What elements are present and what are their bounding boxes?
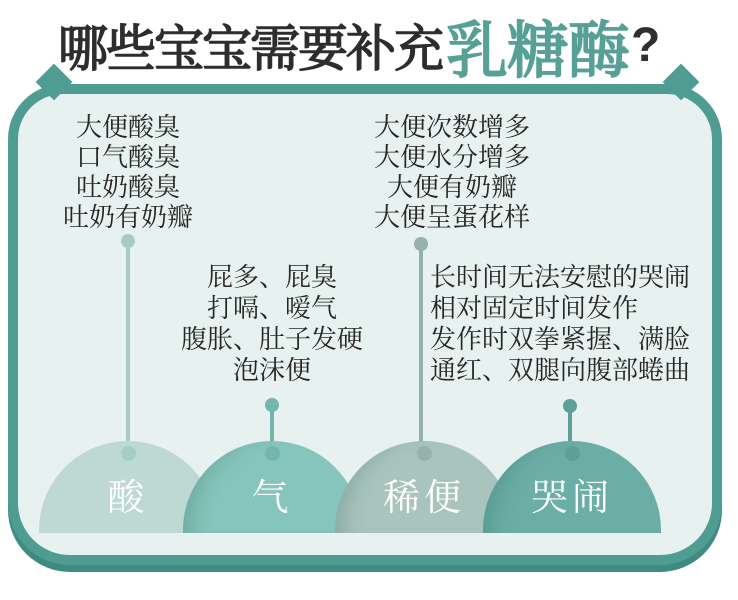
- title-highlight: 乳糖酶: [446, 16, 630, 86]
- symptom-line: 大便酸臭: [75, 112, 180, 142]
- category-label: 稀便: [383, 477, 465, 518]
- symptom-line: 吐奶酸臭: [75, 172, 180, 202]
- symptom-line: 通红、双腿向腹部蜷曲: [430, 355, 691, 385]
- category-label: 酸: [107, 477, 149, 518]
- dome-top-dot: [417, 446, 432, 461]
- dome-top-dot: [565, 446, 580, 461]
- title-question-mark: ?: [631, 18, 661, 72]
- symptom-line: 大便水分增多: [373, 142, 530, 172]
- symptom-line: 大便有奶瓣: [386, 172, 517, 202]
- page-title: [58, 12, 661, 86]
- symptom-line: 口气酸臭: [75, 142, 180, 172]
- symptom-line: 大便呈蛋花样: [373, 202, 530, 232]
- symptom-line: 吐奶有奶瓣: [62, 202, 193, 232]
- symptom-line: 大便次数增多: [373, 112, 530, 142]
- symptom-line: 发作时双拳紧握、满脸: [430, 324, 691, 354]
- symptom-line: 相对固定时间发作: [430, 293, 639, 323]
- connector-line: [419, 244, 423, 454]
- symptom-line: 腹胀、肚子发硬: [180, 324, 363, 354]
- category-label: 哭闹: [531, 477, 613, 518]
- title-text: 哪些宝宝需要补充: [58, 21, 442, 77]
- symptom-list-gas: [160, 262, 384, 386]
- dome-top-dot: [265, 446, 280, 461]
- symptom-list-sour: [28, 112, 228, 232]
- symptom-list-crying: [430, 262, 715, 386]
- category-label: 气: [251, 477, 293, 518]
- symptom-line: 泡沫便: [232, 355, 311, 385]
- symptom-line: 打嗝、嗳气: [206, 293, 337, 323]
- symptom-line: 屁多、屁臭: [206, 262, 337, 292]
- connector-line: [126, 241, 130, 456]
- symptom-list-loose-stool: [340, 112, 564, 232]
- dome-top-dot: [121, 446, 136, 461]
- symptom-line: 长时间无法安慰的哭闹: [430, 262, 691, 292]
